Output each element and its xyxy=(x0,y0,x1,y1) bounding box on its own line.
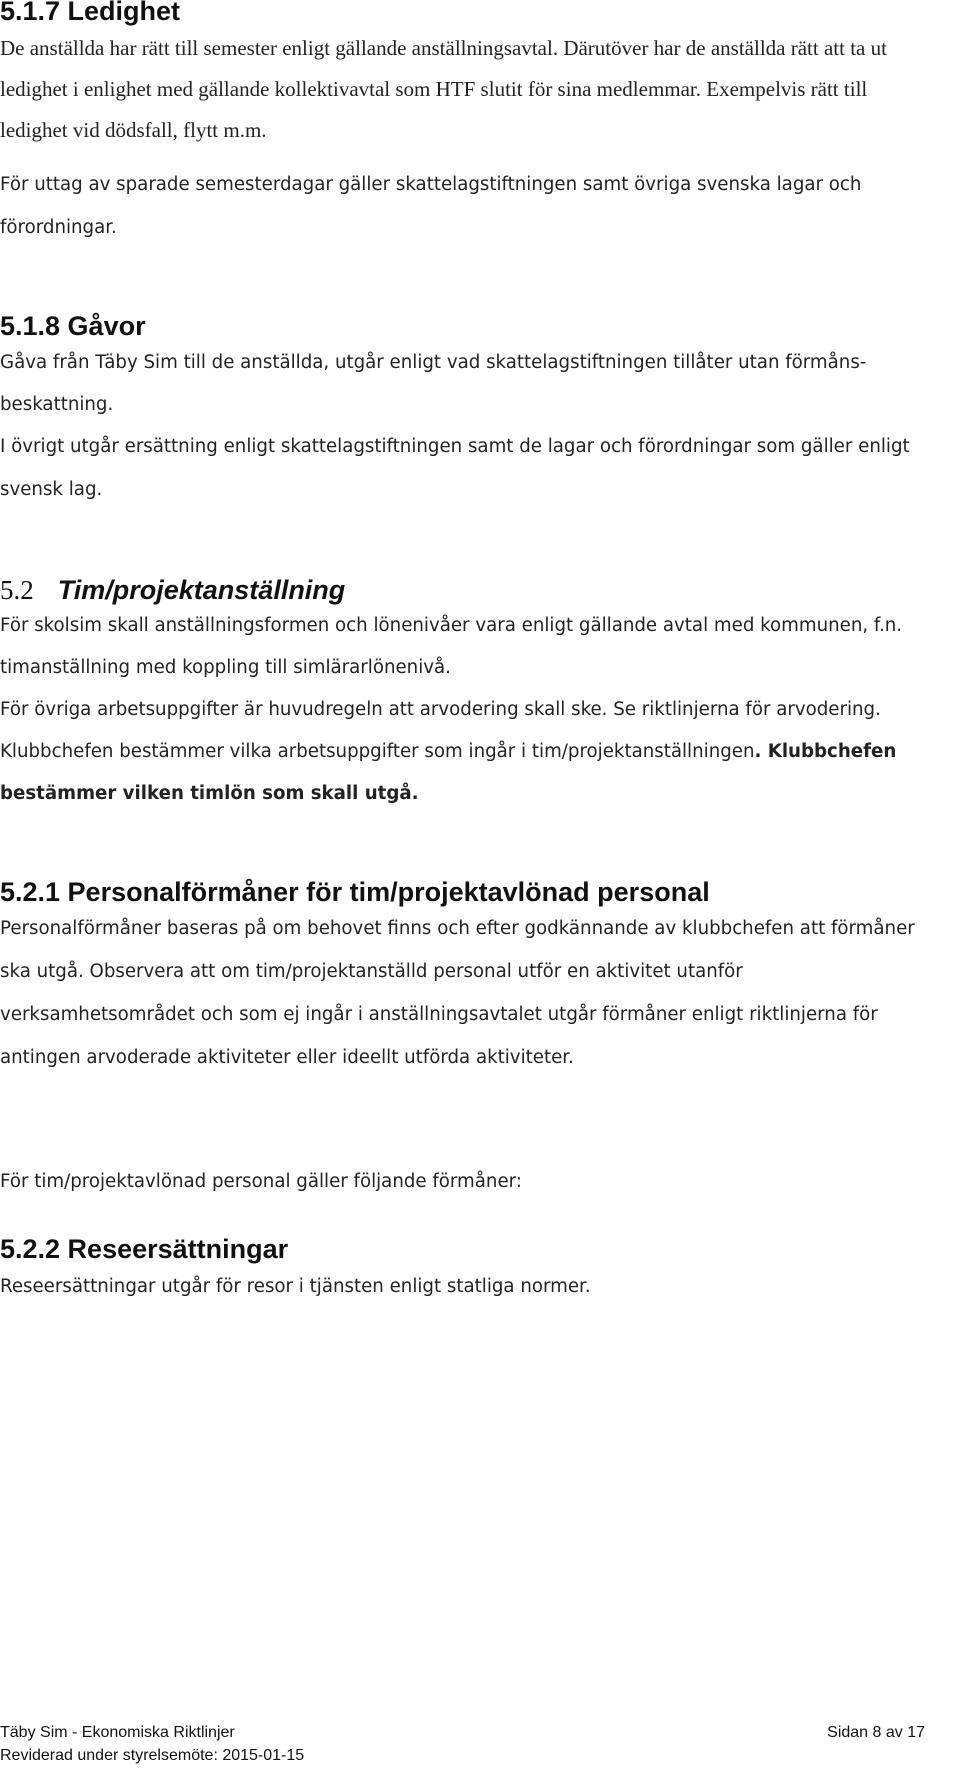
section-5-2-paragraph-2-bold-a: . Klubbchefen bestämmer vilken timlön som skall utgå xyxy=(0,741,897,804)
section-heading-5-2-1: 5.2.1 Personalförmåner för tim/projektavlönad personal xyxy=(0,877,710,907)
section-heading-5-2-2: 5.2.2 Reseersättningar xyxy=(0,1234,289,1264)
page-footer xyxy=(0,1722,940,1744)
section-5-2-title: Tim/projektanställning xyxy=(57,575,346,605)
section-5-1-7-paragraph-1: De anställda har rätt till semester enligt gällande anställningsavtal. Därutöver har de anställda rätt att ta ut ledighet i enlighet med gällande kollektivavtal som HTF slutit för sina medlemmar. Exempelvis rätt till ledighet vid dödsfall, flytt m.m. xyxy=(0,36,887,142)
section-5-2-paragraph-2 xyxy=(0,689,940,815)
section-5-2-2-paragraph-1: Reseersättningar utgår för resor i tjänsten enligt statliga normer. xyxy=(0,1276,591,1297)
footer-document-title: Täby Sim - Ekonomiska Riktlinjer xyxy=(0,1724,235,1741)
footer-page-number: Sidan 8 av 17 xyxy=(827,1724,925,1741)
section-5-1-7-paragraph-2: För uttag av sparade semesterdagar gäller skattelagstiftningen samt övriga svenska lagar och förordningar. xyxy=(0,174,862,238)
section-5-2-1-paragraph-2: För tim/projektavlönad personal gäller följande förmåner: xyxy=(0,1171,522,1192)
section-5-1-8-paragraph-2: I övrigt utgår ersättning enligt skattelagstiftningen samt de lagar och förordningar som gäller enligt svensk lag. xyxy=(0,436,910,500)
section-heading-5-1-8: 5.1.8 Gåvor xyxy=(0,311,146,341)
section-5-2-paragraph-1: För skolsim skall anställningsformen och lönenivåer vara enligt gällande avtal med kommunen, f.n. timanställning med koppling till simlärarlönenivå. xyxy=(0,615,903,678)
section-5-1-8-paragraph-1: Gåva från Täby Sim till de anställda, utgår enligt vad skattelagstiftningen tillåter utan förmåns-beskattning. xyxy=(0,352,867,415)
section-5-2-1-paragraph-1: Personalförmåner baseras på om behovet finns och efter godkännande av klubbchefen att förmåner ska utgå. Observera att om tim/projektanställd personal utför en aktivitet utanför verksamhetsområdet och som ej ingår i anställningsavtalet utgår förmåner enligt riktlinjerna för antingen arvoderade aktiviteter eller ideellt utförda aktiviteter. xyxy=(0,918,915,1068)
section-5-2-paragraph-2-text: För övriga arbetsuppgifter är huvudregeln att arvodering skall ske. Se riktlinjerna för arvodering. Klubbchefen bestämmer vilka arbetsuppgifter som ingår i tim/projektanställningen xyxy=(0,699,881,762)
section-heading-5-2 xyxy=(0,575,940,605)
footer-revision: Reviderad under styrelsemöte: 2015-01-15 xyxy=(0,1747,305,1764)
section-heading-5-1-7: 5.1.7 Ledighet xyxy=(0,0,181,26)
section-5-2-paragraph-2-bold-b: . xyxy=(411,783,419,804)
section-5-2-number: 5.2 xyxy=(0,575,34,605)
